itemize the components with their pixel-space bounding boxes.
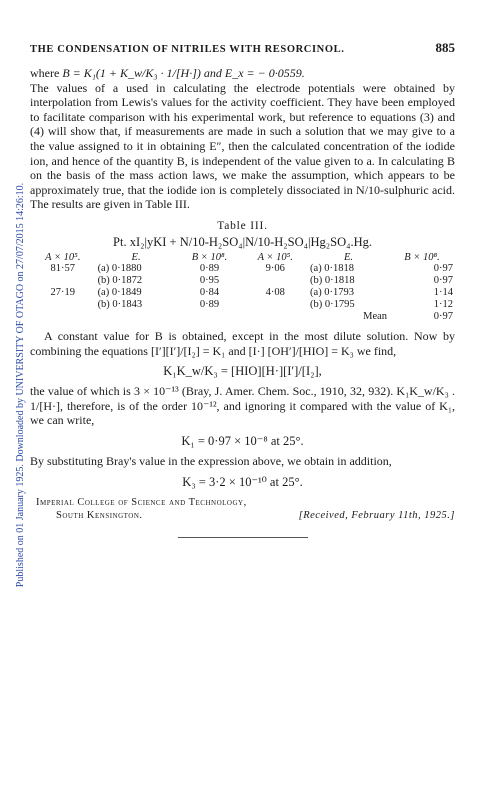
table-cell: 0·97 [433,274,453,286]
table-cell: (a) 0·1880 [97,262,142,274]
running-head [30,40,455,56]
table-cell: 27·19 [50,286,76,298]
table-cell: (a) 0·1793 [310,286,355,298]
paragraph-3: the value of which is 3 × 10⁻¹³ (Bray, J. Amer. Chem. Soc., 1910, 32, 932). K₁K_w/K₃ . 1/[H·], therefore, is of the order 10⁻¹², and ignoring it compared with the value of K₁, we can write, [30,384,455,428]
table-cell: (a) 0·1849 [97,286,142,298]
equation-4: K₃ = 3·2 × 10⁻¹⁰ at 25°. [182,474,303,489]
table-row [30,287,455,299]
table-cell: (a) 0·1818 [310,262,355,274]
table-row [30,299,455,311]
table-cell: 81·57 [50,262,76,274]
table-cell: (b) 0·1843 [97,298,143,310]
table-row [30,275,455,287]
page [30,40,455,538]
table-subtitle: Pt. xI₂|yKI + N/10-H₂SO₄|N/10-H₂SO₄|Hg₂SO₄.Hg. [113,234,372,249]
table-cell: 0·84 [199,286,220,298]
institution: Imperial College of Science and Technology, [36,496,247,508]
table-cell: (b) 0·1818 [310,274,355,286]
intro-equation-line [30,66,455,81]
table-cell: 1·14 [433,286,453,298]
table-cell: (b) 0·1872 [97,274,143,286]
intro-paragraph: The values of a used in calculating the electrode potentials were obtained by interpolation from Lewis's values for the activity coefficient. They have been employed to facilitate comparison with his experimental work, but reference to equations (3) and (4) will show that, if measurements are made in such a solution that we may give to a the value assigned to it in obtaining E″, then the calculated concentration of the iodide ion, and hence of the quantity B, is independent of the value given to a. In calculating B on the basis of the mass action laws, we make the assumption, which appears to be approximately true, that the iodide ion is completely dissociated in N/10-sulphuric acid. The results are given in Table III. [30,80,455,212]
table-cell: 0·97 [433,262,453,274]
mean-value: 0·97 [433,310,453,322]
col-header: E. [131,251,141,263]
intro-equation: B = K₁(1 + K_w/K₃ · 1/[H·]) and E_x = − 0·0559. [62,66,305,80]
table-cell [30,275,96,287]
col-header: A × 10⁵. [257,251,293,263]
received-date: [Received, February 11th, 1925.] [298,509,455,521]
table-caption: Table III. [217,219,268,232]
col-header: B × 10⁸. [191,251,228,263]
col-header: A × 10⁵. [45,251,81,263]
col-header: E. [344,251,354,263]
table-cell: 4·08 [265,286,285,298]
paragraph-2: A constant value for B is obtained, except in the most dilute solution. Now by combining the equations [I′][I′]/[I₂] = K₁ and [I·] [OH′]/[HIO] = K₃ we find, [30,328,455,358]
mean-label: Mean [363,310,388,322]
table-cell: 0·89 [199,262,220,274]
end-rule [178,537,308,538]
table-cell: 0·95 [199,274,220,286]
table-mean-row [30,311,455,323]
signature-block [30,497,455,521]
equation-3: K₁ = 0·97 × 10⁻⁸ at 25°. [181,433,304,448]
table-cell [30,299,96,311]
table-cell [242,275,308,287]
table-header-row [30,252,455,263]
equation-2: K₁K_w/K₃ = [HIO][H·][I′]/[I₂], [163,364,322,379]
table-cell [242,299,308,311]
paragraph-4: By substituting Bray's value in the expression above, we obtain in addition, [30,453,392,468]
table-cell: 0·89 [199,298,220,310]
table-cell: (b) 0·1795 [310,298,355,310]
table-cell: 9·06 [265,262,285,274]
table-row [30,263,455,275]
page-number: 885 [435,40,455,55]
table-cell: 1·12 [433,298,453,310]
intro-eq-prefix: where [30,66,60,80]
download-note: Published on 01 January 1925. Downloaded by UNIVERSITY OF OTAGO on 27/07/2015 14:26:10. [15,182,26,588]
results-table [30,252,455,323]
place: South Kensington. [56,509,143,521]
running-title: THE CONDENSATION OF NITRILES WITH RESORCINOL. [30,44,345,55]
col-header: B × 10⁸. [404,251,440,263]
